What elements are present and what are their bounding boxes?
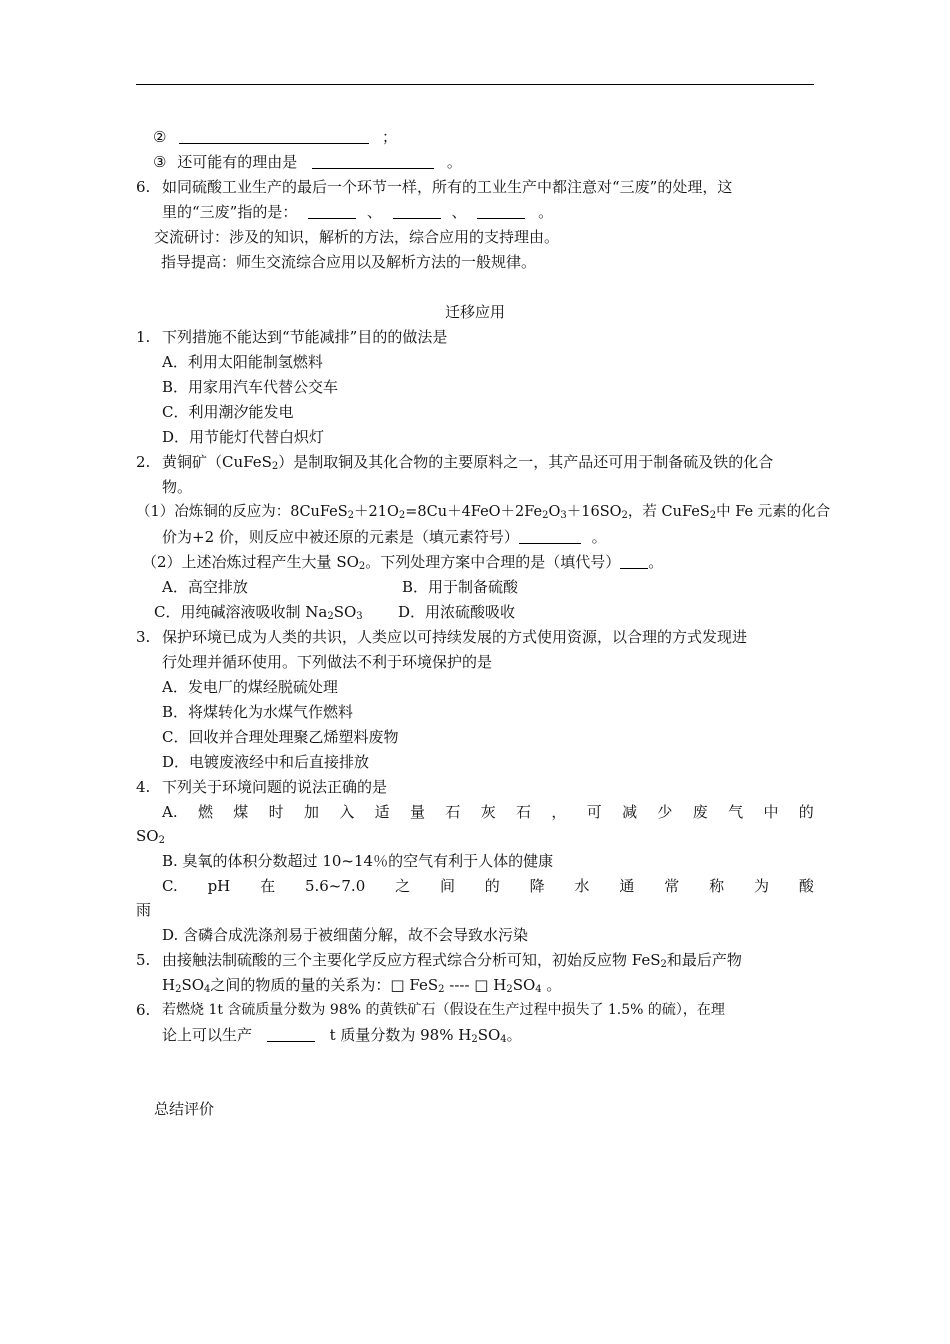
- subscript: 2: [347, 510, 355, 521]
- answer-blank[interactable]: [477, 204, 525, 219]
- justified-token: 酸: [798, 877, 814, 895]
- subscript: 2: [506, 984, 513, 995]
- text: 。: [541, 976, 562, 994]
- justified-token: 少: [657, 803, 673, 821]
- subscript: 4: [535, 984, 542, 995]
- q4-option-c: [162, 876, 814, 896]
- q6-line-1: 如同硫酸工业生产的最后一个环节一样，所有的工业生产中都注意对“三废”的处理，这: [162, 178, 733, 196]
- justified-token: 适: [374, 803, 390, 821]
- answer-blank[interactable]: [393, 204, 441, 219]
- q2-stem: [162, 452, 773, 472]
- subscript: 2: [398, 510, 406, 521]
- answer-blank[interactable]: [312, 154, 434, 169]
- period: 。: [586, 528, 607, 546]
- item-3-line: [153, 152, 462, 172]
- subscript: 2: [621, 510, 628, 521]
- answer-blank[interactable]: [308, 204, 356, 219]
- answer-blank[interactable]: [179, 129, 369, 144]
- justified-token: 可: [586, 803, 602, 821]
- q1-option-d: D．用节能灯代替白炽灯: [162, 428, 325, 446]
- q3-option-c: C．回收并合理处理聚乙烯塑料废物: [162, 728, 399, 746]
- text: SO: [477, 1026, 501, 1044]
- subscript: 2: [660, 959, 667, 970]
- text: 之间的物质的量的关系为：□ FeS: [210, 976, 439, 994]
- justified-token: 灰: [480, 803, 496, 821]
- section-title: 迁移应用: [444, 303, 505, 321]
- q4-option-b: B. 臭氧的体积分数超过 10~14％的空气有利于人体的健康: [162, 852, 554, 870]
- subscript: 2: [542, 510, 549, 521]
- justified-token: 石: [516, 803, 532, 821]
- subscript: 4: [500, 1034, 507, 1045]
- text: C．用纯碱溶液吸收制 Na: [154, 603, 328, 621]
- q2-stem-a: 黄铜矿（CuFeS: [162, 453, 272, 471]
- period: 。: [446, 153, 462, 171]
- subscript: 2: [327, 611, 334, 622]
- justified-token: 在: [260, 877, 276, 895]
- subscript: 2: [438, 984, 445, 995]
- header-rule: [136, 84, 814, 85]
- q1-number: 1.: [136, 328, 151, 346]
- subscript: 3: [560, 510, 567, 521]
- justified-token: 气: [728, 803, 744, 821]
- text: 中 Fe 元素的化合: [716, 504, 831, 520]
- subscript: 2: [709, 510, 717, 521]
- justified-token: 间: [439, 877, 455, 895]
- text: ＋21O: [354, 504, 399, 520]
- subscript: 2: [271, 461, 279, 472]
- justified-token: 时: [268, 803, 284, 821]
- item-2-line: [153, 127, 397, 147]
- text: SO: [136, 827, 159, 845]
- text: ＋16SO: [566, 504, 622, 520]
- q4-option-c-tail: 雨: [136, 901, 152, 919]
- period: 。: [648, 553, 664, 571]
- q2-number: 2.: [136, 453, 151, 471]
- period: 。: [538, 203, 554, 221]
- justified-token: A.: [162, 803, 178, 821]
- subscript: 2: [471, 1034, 478, 1045]
- q6b-line-1: 若燃烧 1t 含硫质量分数为 98% 的黄铁矿石（假设在生产过程中损失了 1.5% 的硫），在理: [162, 1002, 725, 1018]
- subscript: 2: [175, 984, 182, 995]
- justified-token: 燃: [197, 803, 213, 821]
- q6b-line-2: [162, 1025, 522, 1045]
- justified-token: 常: [664, 877, 680, 895]
- justified-token: 的: [484, 877, 500, 895]
- guide-note: 指导提高：师生交流综合应用以及解析方法的一般规律。: [161, 253, 537, 271]
- q3-number: 3.: [136, 628, 151, 646]
- justified-token: 废: [692, 803, 708, 821]
- q4-option-a: [162, 802, 814, 822]
- summary-heading: 总结评价: [154, 1100, 215, 1118]
- q4-option-d: D. 含磷合成洗涤剂易于被细菌分解，故不会导致水污染: [162, 926, 529, 944]
- item-3-marker: ③: [153, 153, 167, 171]
- justified-token: pH: [207, 877, 231, 895]
- justified-token: 加: [303, 803, 319, 821]
- q2-sub-1-line-2: [162, 527, 607, 547]
- q3-option-a: A．发电厂的煤经脱硫处理: [162, 678, 338, 696]
- text: （2）上述冶炼过程产生大量 SO: [142, 553, 359, 571]
- q3-stem-1: 保护环境已成为人类的共识，人类应以可持续发展的方式使用资源，以合理的方式发现进: [162, 628, 748, 646]
- text: ---- □ H: [444, 976, 507, 994]
- q6b-number: 6.: [136, 1001, 151, 1019]
- justified-token: ，: [551, 803, 567, 821]
- separator: 、: [451, 203, 467, 221]
- justified-token: 为: [753, 877, 769, 895]
- text: =8Cu＋4FeO＋2Fe: [405, 504, 543, 520]
- q2-sub-1: [136, 502, 830, 522]
- text: O: [548, 504, 561, 520]
- q2-option-b: B．用于制备硫酸: [402, 578, 519, 596]
- q2-option-d: D．用浓硫酸吸收: [398, 603, 516, 621]
- justified-token: 之: [395, 877, 411, 895]
- q6-number: 6.: [136, 178, 151, 196]
- text: 由接触法制硫酸的三个主要化学反应方程式综合分析可知，初始反应物 FeS: [162, 951, 661, 969]
- text: t 质量分数为 98% H: [329, 1026, 472, 1044]
- q6-line-2-text: 里的“三废”指的是：: [162, 203, 298, 221]
- subscript: 2: [358, 561, 366, 572]
- text: 价为+2 价，则反应中被还原的元素是（填元素符号）: [162, 528, 519, 546]
- semicolon: ；: [382, 128, 398, 146]
- q2-option-c: [154, 602, 363, 622]
- justified-token: 称: [709, 877, 725, 895]
- answer-blank[interactable]: [519, 529, 581, 544]
- text: 。下列处理方案中合理的是（填代号）: [365, 553, 621, 571]
- justified-token: 的: [798, 803, 814, 821]
- justified-token: C.: [162, 877, 178, 895]
- text: H: [162, 976, 176, 994]
- justified-token: 量: [410, 803, 426, 821]
- q3-stem-2: 行处理并循环使用。下列做法不利于环境保护的是: [162, 653, 493, 671]
- q2-option-a: A．高空排放: [162, 578, 248, 596]
- exchange-note: 交流研讨：涉及的知识，解析的方法，综合应用的支持理由。: [154, 228, 560, 246]
- text: SO: [333, 603, 357, 621]
- separator: 、: [366, 203, 382, 221]
- q3-option-b: B．将煤转化为水煤气作燃料: [162, 703, 354, 721]
- justified-token: 石: [445, 803, 461, 821]
- subscript: 2: [158, 835, 165, 846]
- subscript: 3: [356, 611, 363, 622]
- justified-token: 降: [529, 877, 545, 895]
- q4-option-a-tail: [136, 826, 165, 846]
- q4-number: 4.: [136, 778, 151, 796]
- justified-token: 入: [339, 803, 355, 821]
- text: SO: [512, 976, 536, 994]
- text: 论上可以生产: [162, 1026, 253, 1044]
- q5-line-2: [162, 975, 561, 995]
- q1-option-a: A．利用太阳能制氢燃料: [162, 353, 323, 371]
- text: ，若 CuFeS: [627, 504, 710, 520]
- answer-blank[interactable]: [620, 554, 648, 569]
- text: 。: [506, 1026, 522, 1044]
- justified-token: 通: [619, 877, 635, 895]
- q5-line-1: [162, 950, 742, 970]
- q1-option-c: C．利用潮汐能发电: [162, 403, 294, 421]
- q1-stem: 下列措施不能达到“节能减排”目的的做法是: [162, 328, 448, 346]
- item-3-text: 还可能有的理由是: [177, 153, 298, 171]
- q1-option-b: B．用家用汽车代替公交车: [162, 378, 339, 396]
- justified-token: 5.6~7.0: [304, 877, 366, 895]
- q3-option-d: D．电镀废液经中和后直接排放: [162, 753, 370, 771]
- q2-stem-line-2: 物。: [162, 478, 193, 496]
- answer-blank[interactable]: [267, 1027, 315, 1042]
- justified-token: 水: [574, 877, 590, 895]
- item-2-marker: ②: [153, 128, 167, 146]
- q4-stem: 下列关于环境问题的说法正确的是: [162, 778, 388, 796]
- text: SO: [181, 976, 205, 994]
- text: 和最后产物: [666, 951, 742, 969]
- q5-number: 5.: [136, 951, 151, 969]
- text: （1）冶炼铜的反应为：8CuFeS: [136, 504, 348, 520]
- justified-token: 煤: [233, 803, 249, 821]
- justified-token: 中: [763, 803, 779, 821]
- q2-sub-2: [142, 552, 663, 572]
- subscript: 4: [204, 984, 211, 995]
- justified-token: 减: [622, 803, 638, 821]
- q2-stem-b: ）是制取铜及其化合物的主要原料之一，其产品还可用于制备硫及铁的化合: [278, 453, 774, 471]
- q6-line-2: [162, 202, 553, 222]
